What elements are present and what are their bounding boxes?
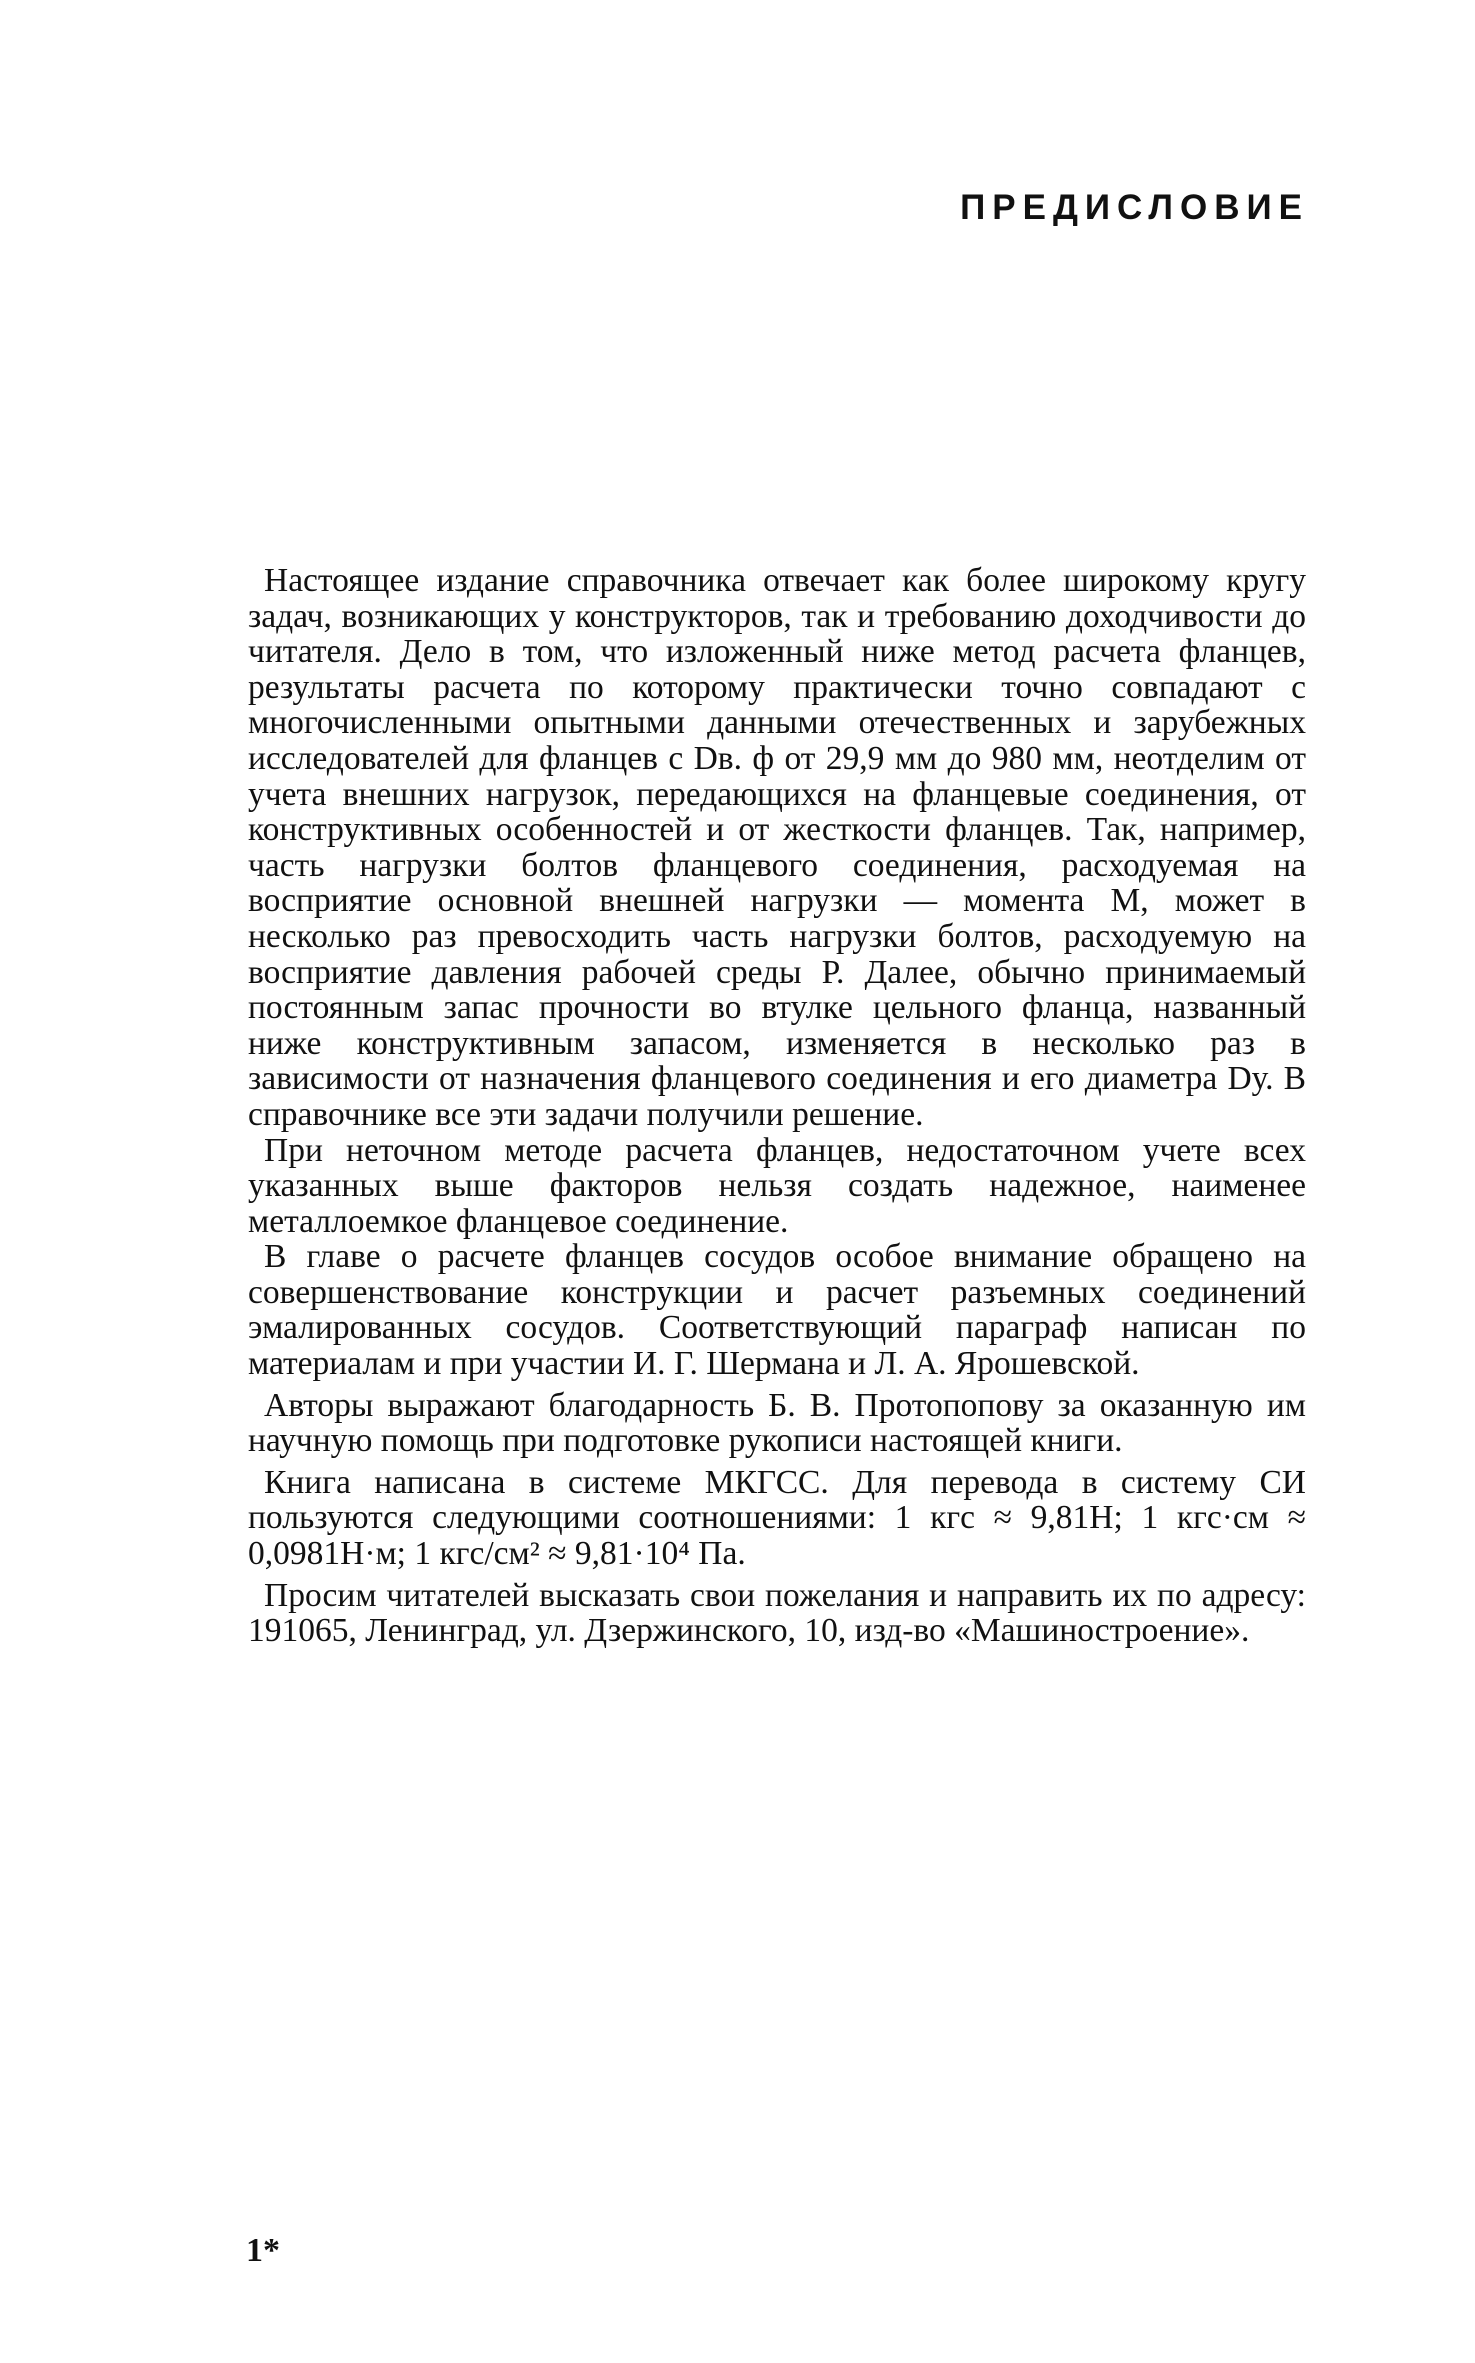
paragraph-6: Просим читателей высказать свои пожелания и направить их по адресу: 191065, Ленинград, ул. Дзержинского, 10, изд-во «Машиностроение». — [248, 1576, 1306, 1650]
preface-body — [248, 563, 1306, 1655]
paragraph-4: Авторы выражают благодарность Б. В. Протопопову за оказанную им научную помощь при подготовке рукописи настоящей книги. — [248, 1386, 1306, 1460]
paragraph-5: Книга написана в системе МКГСС. Для перевода в систему СИ пользуются следующими соотношениями: 1 кгс ≈ 9,81Н; 1 кгс·см ≈ 0,0981Н·м; 1 кгс/см² ≈ 9,81·10⁴ Па. — [248, 1463, 1306, 1573]
page-title: ПРЕДИСЛОВИЕ — [960, 188, 1309, 227]
paragraph-1: Настоящее издание справочника отвечает как более широкому кругу задач, возникающих у конструкторов, так и требованию доходчивости до читателя. Дело в том, что изложенный ниже метод расчета фланцев, результаты расчета по которому практически точно совпадают с многочисленными опытными данными отечественных и зарубежных исследователей для фланцев с Dв. ф от 29,9 мм до 980 мм, неотделим от учета внешних нагрузок, передающихся на фланцевые соединения, от конструктивных особенностей и от жесткости фланцев. Так, например, часть нагрузки болтов фланцевого соединения, расходуемая на восприятие основной внешней нагрузки — момента М, может в несколько раз превосходить часть нагрузки болтов, расходуемую на восприятие давления рабочей среды Р. Далее, обычно принимаемый постоянным запас прочности во втулке цельного фланца, названный ниже конструктивным запасом, изменяется в несколько раз в зависимости от назначения фланцевого соединения и его диаметра Dу. В справочнике все эти задачи получили решение. — [248, 562, 1306, 1133]
folio-signature: 1* — [246, 2232, 280, 2269]
paragraph-2: При неточном методе расчета фланцев, недостаточном учете всех указанных выше факторов нельзя создать надежное, наименее металлоемкое фланцевое соединение. — [248, 1131, 1306, 1240]
paragraph-3: В главе о расчете фланцев сосудов особое внимание обращено на совершенствование конструкции и расчет разъемных соединений эмалированных сосудов. Соответствующий параграф написан по материалам и при участии И. Г. Шермана и Л. А. Ярошевской. — [248, 1238, 1306, 1383]
